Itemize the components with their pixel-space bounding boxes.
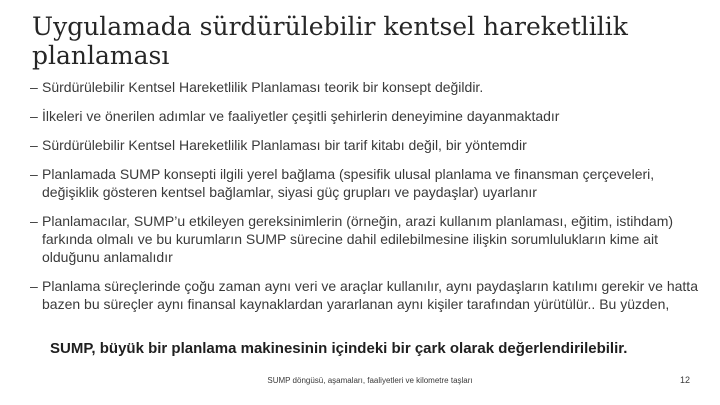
bullet-marker: – (30, 166, 38, 182)
bullet-marker: – (30, 213, 38, 229)
bullet-list (30, 78, 700, 324)
bullet-item (30, 165, 700, 201)
bullet-item (30, 78, 700, 96)
conclusion-text: SUMP, büyük bir planlama makinesinin içindeki bir çark olarak değerlendirilebilir. (50, 340, 628, 357)
bullet-item (30, 107, 700, 125)
bullet-marker: – (30, 79, 38, 95)
bullet-text: Sürdürülebilir Kentsel Hareketlilik Planlaması teorik bir konsept değildir. (42, 79, 484, 95)
bullet-item (30, 136, 700, 154)
bullet-marker: – (30, 278, 38, 294)
bullet-text: Planlamada SUMP konsepti ilgili yerel bağlama (spesifik ulusal planlama ve finansman çerçeveleri, değişiklik gösteren kentsel bağlamlar, siyasi güç grupları ve paydaşlar) uyarlanır (42, 166, 655, 200)
bullet-item (30, 212, 700, 266)
bullet-item (30, 277, 700, 313)
bullet-text: Sürdürülebilir Kentsel Hareketlilik Planlaması bir tarif kitabı değil, bir yöntemdir (42, 137, 527, 153)
bullet-marker: – (30, 137, 38, 153)
page-number: 12 (679, 375, 690, 385)
footer-caption: SUMP döngüsü, aşamaları, faaliyetleri ve kilometre taşları (267, 376, 473, 385)
slide-title: Uygulamada sürdürülebilir kentsel hareketlilik planlaması (32, 12, 628, 70)
bullet-marker: – (30, 108, 38, 124)
bullet-text: Planlama süreçlerinde çoğu zaman aynı veri ve araçlar kullanılır, aynı paydaşların katılımı gerekir ve hatta bazen bu süreçler aynı finansal kaynaklardan yararlanan aynı kişiler tarafından yürütülür.. Bu yüzden, (42, 278, 698, 312)
bullet-text: Planlamacılar, SUMP’u etkileyen gereksinimlerin (örneğin, arazi kullanım planlaması, eğitim, istihdam) farkında olmalı ve bu kurumların SUMP sürecine dahil edilebilmesine ilişkin sorumlulukların kime ait olduğunu anlamalıdır (42, 213, 674, 265)
bullet-text: İlkeleri ve önerilen adımlar ve faaliyetler çeşitli şehirlerin deneyimine dayanmaktadır (42, 108, 560, 124)
